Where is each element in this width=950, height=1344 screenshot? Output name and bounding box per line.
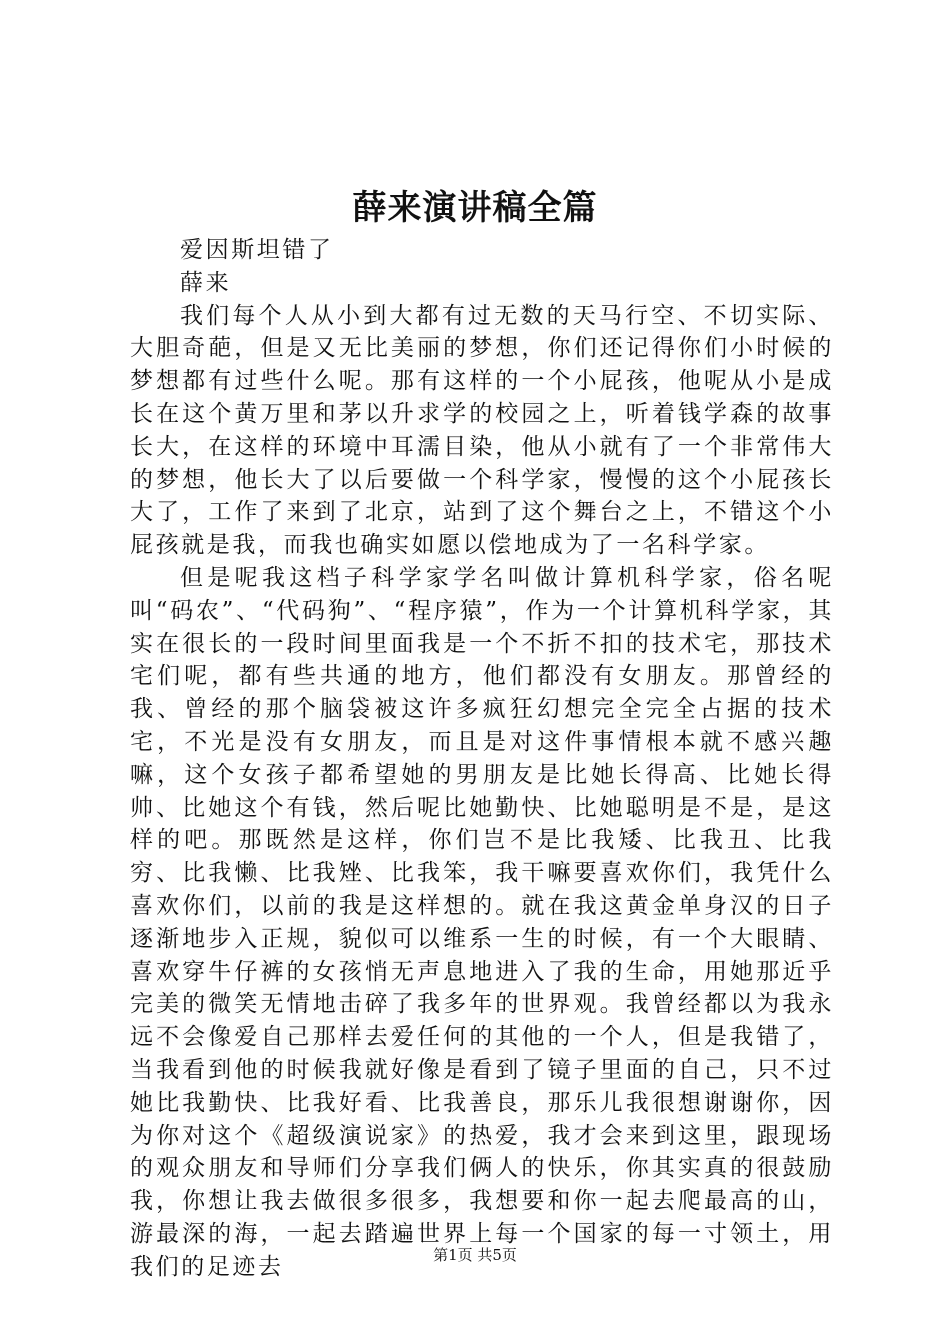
document-body [130, 234, 834, 1284]
paragraph-2: 但是呢我这档子科学家学名叫做计算机科学家，俗名呢叫“码农”、“代码狗”、“程序猿”，作为一个计算机科学家，其实在很长的一段时间里面我是一个不折不扣的技术宅，那技术宅们呢，都有些共通的地方，他们都没有女朋友。那曾经的我、曾经的那个脑袋被这许多疯狂幻想完全完全占据的技术宅，不光是没有女朋友，而且是对这件事情根本就不感兴趣嘛，这个女孩子都希望她的男朋友是比她长得高、比她长得帅、比她这个有钱，然后呢比她勤快、比她聪明是不是，是这样的吧。那既然是这样，你们岂不是比我矮、比我丑、比我穷、比我懒、比我矬、比我笨，我干嘛要喜欢你们，我凭什么喜欢你们，以前的我是这样想的。就在我这黄金单身汉的日子逐渐地步入正规，貌似可以维系一生的时候，有一个大眼睛、喜欢穿牛仔裤的女孩悄无声息地进入了我的生命，用她那近乎完美的微笑无情地击碎了我多年的世界观。我曾经都以为我永远不会像爱自己那样去爱任何的其他的一个人，但是我错了，当我看到他的时候我就好像是看到了镜子里面的自己，只不过她比我勤快、比我好看、比我善良，那乐儿我很想谢谢你，因为你对这个《超级演说家》的热爱，我才会来到这里，跟现场的观众朋友和导师们分享我们俩人的快乐，你其实真的很鼓励我，你想让我去做很多很多，我想要和你一起去爬最高的山，游最深的海，一起去踏遍世界上每一个国家的每一寸领土，用我们的足迹去 [130, 564, 834, 1280]
page-number: 第1页 共5页 [433, 1246, 517, 1264]
speech-title: 爱因斯坦错了 [180, 237, 334, 263]
document-title: 薛来演讲稿全篇 [352, 188, 598, 228]
speaker-name: 薛来 [180, 269, 232, 296]
paragraph-1: 我们每个人从小到大都有过无数的天马行空、不切实际、大胆奇葩，但是又无比美丽的梦想，你们还记得你们小时候的梦想都有过些什么呢。那有这样的一个小屁孩，他呢从小是成长在这个黄万里和茅以升求学的校园之上，听着钱学森的故事长大，在这样的环境中耳濡目染，他从小就有了一个非常伟大的梦想，他长大了以后要做一个科学家，慢慢的这个小屁孩长大了，工作了来到了北京，站到了这个舞台之上，不错这个小屁孩就是我，而我也确实如愿以偿地成为了一名科学家。 [130, 302, 834, 559]
